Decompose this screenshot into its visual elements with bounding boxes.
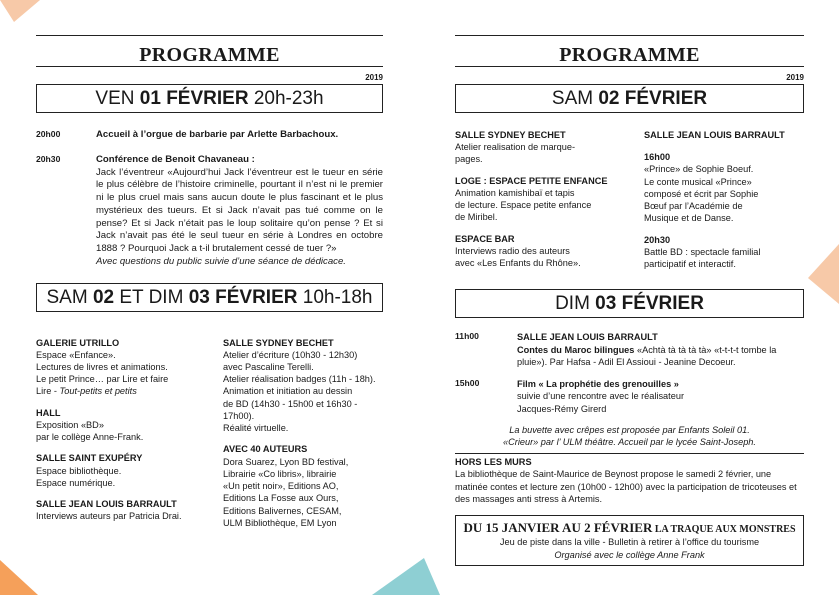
section-time: 20h30 [644,234,671,245]
section-line: de lecture. Espace petite enfance [455,200,592,211]
section [36,498,196,522]
section-title: SALLE SYDNEY BECHET [223,337,334,348]
section-line: Animation kamishibaï et tapis [455,187,575,198]
section-line: Editions La Fosse aux Ours, [223,493,339,504]
box-line: Jeu de piste dans la ville - Bulletin à retirer à l’office du tourisme [499,537,760,548]
section-line: participatif et interactif. [644,259,736,270]
traque-aux-monstres-box: DU 15 JANVIER AU 2 FÉVRIER LA TRAQUE AUX MONSTRES Jeu de piste dans la ville - Bulletin à retirer à l’office du tourisme Organisé avec le collège Anne Frank [455,515,804,566]
section-line: ULM Bibliothèque, EM Lyon [223,517,337,528]
section-line: Réalité virtuelle. [223,423,289,434]
section-line: Bœuf par l’Académie de [644,201,743,212]
section-line: avec Pascaline Terelli. [223,361,314,372]
section-title: HORS LES MURS [455,457,532,468]
section-text: La bibliothèque de Saint-Maurice de Beynost propose le samedi 2 février, une matinée contes et lecture zen (10h00 - 12h00) avec la participation de tricoteuses et des massages anti stress à Artemis. [455,469,797,504]
event-row [36,154,383,269]
right-programme-title: PROGRAMME [559,44,700,66]
box-line: Organisé avec le collège Anne Frank [554,549,705,560]
section-title: HALL [36,407,61,418]
left-programme-title: PROGRAMME [139,44,280,66]
section [644,151,804,224]
section-title: SALLE JEAN LOUIS BARRAULT [644,130,785,140]
section-line: Dora Suarez, Lyon BD festival, [223,456,349,467]
section-line: Espace bibliothèque. [36,465,122,476]
section-line: «Un petit noir», Editions AO, [223,481,339,492]
left-column-2 [223,337,383,539]
event-time: 20h30 [36,153,61,164]
event-title: Accueil à l’orgue de barbarie par Arlette Barbachoux. [96,129,339,140]
right-page [455,35,804,566]
section-line: Exposition «BD» [36,419,104,430]
event-time: 11h00 [455,331,479,342]
section-title: SALLE SAINT EXUPÉRY [36,453,143,464]
right-column-2 [644,129,804,279]
section-line: Librairie «Co libris», librairie [223,468,337,479]
event-row [36,129,383,142]
left-column-1 [36,337,196,539]
section-line: Lire - Tout-petits et petits [36,386,137,397]
bottom-shape-teal [372,558,442,595]
section-line: Espace numérique. [36,477,116,488]
section-line: par le collège Anne-Frank. [36,432,144,443]
left-year: 2019 [365,73,383,82]
section [223,337,383,435]
section [223,443,383,529]
event-line: suivie d’une rencontre avec le réalisateur [517,391,684,402]
buvette-note: La buvette avec crêpes est proposée par Enfants Soleil 01. «Crieur» par l’ ULM théâtre. Accueil par le lycée Saint-Joseph. [503,424,756,447]
event-time: 15h00 [455,378,480,389]
day-box-weekend: SAM 02 ET DIM 03 FÉVRIER 10h-18h [36,283,383,312]
left-page [36,35,383,538]
section-line: Battle BD : spectacle familial [644,246,761,257]
hors-les-murs [455,456,804,505]
event-title: Conférence de Benoit Chavaneau : [96,153,255,165]
event-time: 20h00 [36,129,61,139]
section [36,337,196,398]
section-line: de BD (14h30 - 15h00 et 16h30 - 17h00). [223,398,358,421]
corner-shape-top-left [0,0,45,25]
section-line: Interviews radio des auteurs [455,245,570,256]
event-description: Jack l’éventreur «Aujourd’hui Jack l’éventreur est le tueur en série le plus célèbre de l’histoire criminelle, pourtant il n’est ni le premier ni le plus cruel mais sans aucun doute le plus fascinant et le plus mystérieux des tueurs. Et si Jack n’avait pas tué comme on le pense? Et si Jack n’était pas le loup solitaire qu’on pense ? Et si Jack n’avait pas été le seul tueur en série à Londres en octobre 1888 ? Pourquoi Jack a t-il brutalement cessé de tuer ?» [96,166,383,254]
right-year: 2019 [786,73,804,82]
section-line: Lectures de livres et animations. [36,361,168,372]
day-box-samedi: SAM 02 FÉVRIER [455,84,804,113]
section-title: GALERIE UTRILLO [36,337,120,348]
section-line: composé et écrit par Sophie [644,188,759,199]
event-description: Contes du Maroc bilingues «Achtà tà tà tà tà» «t-t-t-t tombe la pluie»). Par Hafsa - Adil El Assioui - Jeanine Decoeur. [517,344,777,367]
section-time: 16h00 [644,152,671,163]
section-title: SALLE SYDNEY BECHET [455,130,566,140]
section [36,452,196,489]
section-line: Atelier réalisation badges (11h - 18h). [223,374,376,385]
corner-shape-bottom-left [0,555,40,595]
section-line: Espace «Enfance». [36,349,116,360]
section [644,234,804,271]
event-line: Jacques-Rémy Girerd [517,403,607,414]
section-line: Editions Balivernes, CESAM, [223,505,342,516]
event-row [455,378,804,415]
section-line: Animation et initiation au dessin [223,386,353,397]
section-line: Atelier realisation de marque- [455,142,576,153]
section [455,233,620,270]
section-line: de Miribel. [455,212,498,223]
section-title: AVEC 40 AUTEURS [223,444,308,455]
event-title: Film « La prophétie des grenouilles » [517,379,679,390]
section-line: avec «Les Enfants du Rhône». [455,258,581,269]
section-line: Interviews auteurs par Patricia Drai. [36,511,182,522]
section [455,129,620,166]
section [455,175,620,224]
side-shape-right [808,244,839,308]
section-line: pages. [455,154,483,165]
section-line: Musique et de Danse. [644,213,734,224]
day-box-dimanche: DIM 03 FÉVRIER [455,289,804,318]
section [36,407,196,444]
section-line: Le conte musical «Prince» [644,176,752,187]
event-row [455,331,804,368]
section-title: SALLE JEAN LOUIS BARRAULT [36,499,177,510]
section-line: Atelier d’écriture (10h30 - 12h30) [223,349,358,360]
event-title: SALLE JEAN LOUIS BARRAULT [517,332,658,343]
section-title: LOGE : ESPACE PETITE ENFANCE [455,175,608,186]
section-line: «Prince» de Sophie Boeuf. [644,164,754,175]
right-column-1 [455,129,620,279]
event-note: Avec questions du public suivie d’une séance de dédicace. [96,255,346,267]
section-title: ESPACE BAR [455,233,515,244]
section-line: Le petit Prince… par Lire et faire [36,374,169,385]
day-box-vendredi: VEN 01 FÉVRIER 20h-23h [36,84,383,113]
